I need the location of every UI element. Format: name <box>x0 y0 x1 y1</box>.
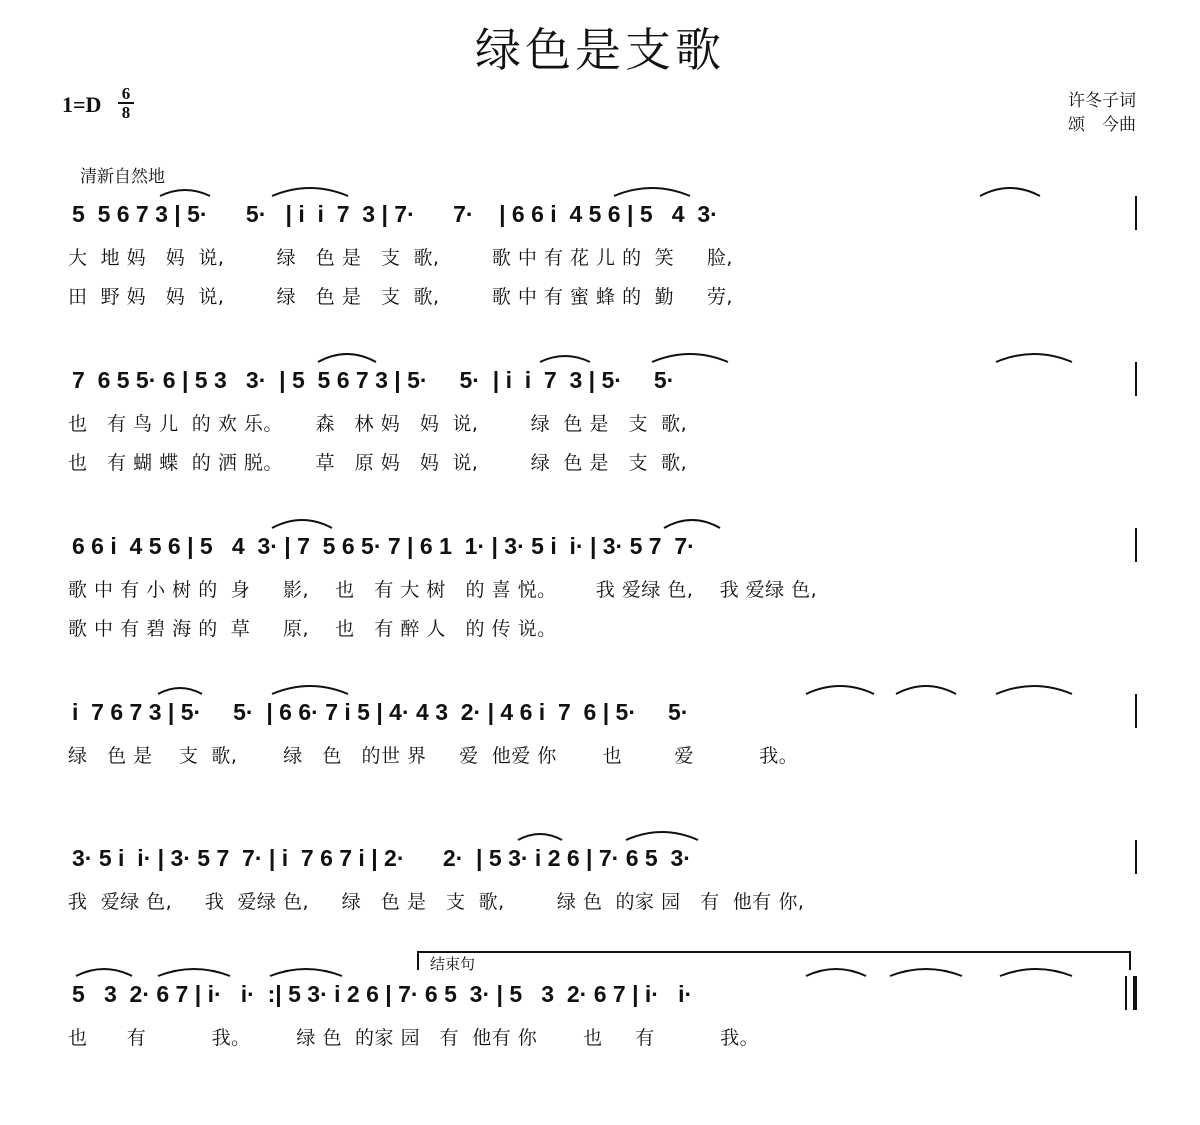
notation-line-6: 5 3 2· 6 7 | i· i· :| 5 3· i 2 6 | 7· 6 5 3· | 5 3 2· 6 7 | i· i· <box>72 981 693 1007</box>
slur <box>614 188 690 196</box>
slur <box>980 188 1040 196</box>
notation-line-5: 3· 5 i i· | 3· 5 7 7· | i 7 6 7 i | 2· 2· | 5 3· i 2 6 | 7· 6 5 3· <box>72 845 691 871</box>
notation-line-3: 6 6 i 4 5 6 | 5 4 3· | 7 5 6 5· 7 | 6 1 1· | 3· 5 i i· | 3· 5 7 7· <box>72 533 695 559</box>
slur <box>652 354 728 362</box>
notation-line-1: 5 5 6 7 3 | 5· 5· | i i 7 3 | 7· 7· | 6 6 i 4 5 6 | 5 4 3· <box>72 201 718 227</box>
slur <box>664 520 720 528</box>
slur <box>272 188 348 196</box>
slur <box>158 969 230 976</box>
slur <box>158 688 202 694</box>
song-title: 绿色是支歌 <box>475 23 725 77</box>
ending-label: 结束句 <box>430 955 476 973</box>
slur <box>626 832 698 840</box>
slur <box>996 686 1072 694</box>
notation-line-4: i 7 6 7 3 | 5· 5· | 6 6· 7 i 5 | 4· 4 3 2· | 4 6 i 7 6 | 5· 5· <box>72 699 689 725</box>
lyrics-line-2-verse-1: 也 有 鸟 儿 的 欢 乐。 森 林 妈 妈 说, 绿 色 是 支 歌, <box>68 413 688 435</box>
lyrics-line-5: 我 爱绿 色, 我 爱绿 色, 绿 色 是 支 歌, 绿 色 的家 园 有 他有 你, <box>68 891 805 913</box>
slur <box>540 356 590 362</box>
slur <box>996 354 1072 362</box>
slur <box>1000 969 1072 976</box>
tempo-marking: 清新自然地 <box>80 167 165 187</box>
lyrics-line-1-verse-1: 大 地 妈 妈 说, 绿 色 是 支 歌, 歌 中 有 花 儿 的 笑 脸, <box>68 247 733 269</box>
slur <box>890 969 962 976</box>
slur <box>76 969 132 976</box>
slur <box>272 520 332 528</box>
lyricist-credit: 许冬子词 <box>1068 91 1136 111</box>
lyrics-line-3-verse-2: 歌 中 有 碧 海 的 草 原, 也 有 醉 人 的 传 说。 <box>68 618 557 640</box>
time-denominator: 8 <box>121 103 131 122</box>
time-numerator: 6 <box>121 84 131 103</box>
lyrics-line-6: 也 有 我。 绿 色 的家 园 有 他有 你 也 有 我。 <box>68 1027 760 1049</box>
lyrics-line-1-verse-2: 田 野 妈 妈 说, 绿 色 是 支 歌, 歌 中 有 蜜 蜂 的 勤 劳, <box>68 286 733 308</box>
notation-line-2: 7 6 5 5· 6 | 5 3 3· | 5 5 6 7 3 | 5· 5· | i i 7 3 | 5· 5· <box>72 367 675 393</box>
lyrics-line-4: 绿 色 是 支 歌, 绿 色 的世 界 爱 他爱 你 也 爱 我。 <box>68 745 799 767</box>
slur <box>896 686 956 694</box>
slur <box>318 354 376 362</box>
ending-bracket <box>418 952 1130 970</box>
composer-credit: 颂 今曲 <box>1068 115 1136 135</box>
lyrics-line-3-verse-1: 歌 中 有 小 树 的 身 影, 也 有 大 树 的 喜 悦。 我 爱绿 色, 我 爱绿 色, <box>68 579 818 601</box>
slur <box>806 969 866 976</box>
slur <box>806 686 874 694</box>
key-signature: 1=D <box>62 92 102 117</box>
lyrics-line-2-verse-2: 也 有 蝴 蝶 的 洒 脱。 草 原 妈 妈 说, 绿 色 是 支 歌, <box>68 452 688 474</box>
slur <box>272 686 348 694</box>
slur <box>160 190 210 196</box>
slur <box>270 969 342 976</box>
slur <box>518 834 562 840</box>
